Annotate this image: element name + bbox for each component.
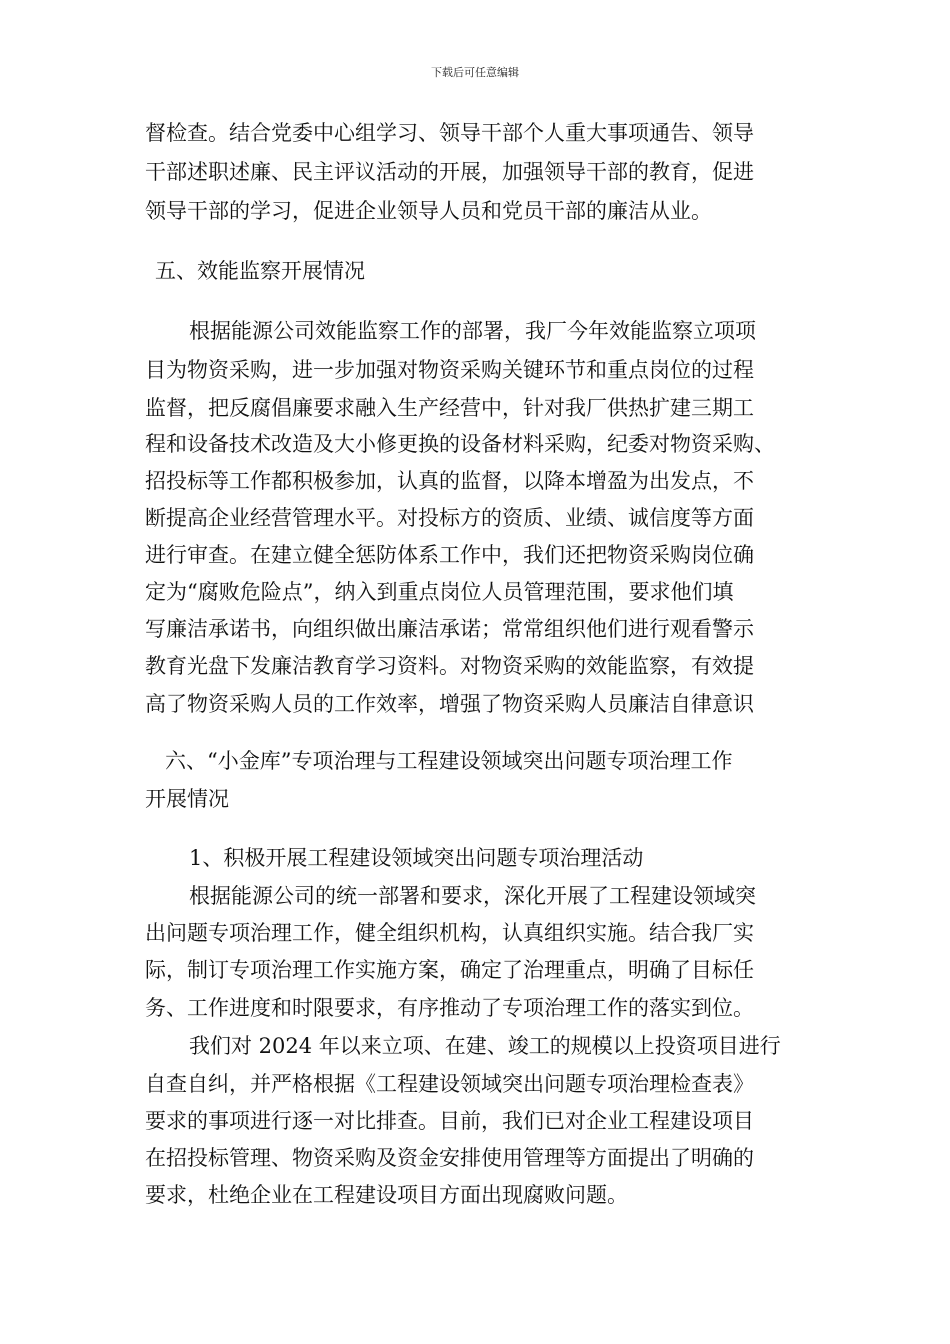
body-line: 程和设备技术改造及大小修更换的设备材料采购，纪委对物资采购、 [145,432,775,456]
section-heading: 六、“小金库”专项治理与工程建设领域突出问题专项治理工作 [165,749,733,773]
body-line: 要求的事项进行逐一对比排查。目前，我们已对企业工程建设项目 [145,1109,754,1133]
body-line: 要求，杜绝企业在工程建设项目方面出现腐败问题。 [145,1183,628,1207]
body-line: 我们对 2024 年以来立项、在建、竣工的规模以上投资项目进行 [189,1034,781,1058]
body-line: 出问题专项治理工作，健全组织机构，认真组织实施。结合我厂实 [145,921,754,945]
body-line: 在招投标管理、物资采购及资金安排使用管理等方面提出了明确的 [145,1146,754,1170]
body-line: 干部述职述廉、民主评议活动的开展，加强领导干部的教育，促进 [145,160,754,184]
body-line: 招投标等工作都积极参加，认真的监督，以降本增盈为出发点，不 [145,469,754,493]
section-heading: 五、效能监察开展情况 [155,259,365,283]
body-line: 监督，把反腐倡廉要求融入生产经营中，针对我厂供热扩建三期工 [145,396,754,420]
body-line: 教育光盘下发廉洁教育学习资料。对物资采购的效能监察，有效提 [145,654,754,678]
subsection-heading: 1、积极开展工程建设领域突出问题专项治理活动 [189,846,644,870]
body-line: 自查自纠，并严格根据《工程建设领域突出问题专项治理检查表》 [145,1072,754,1096]
body-line: 高了物资采购人员的工作效率，增强了物资采购人员廉洁自律意识 [145,692,754,716]
body-line: 目为物资采购，进一步加强对物资采购关键环节和重点岗位的过程 [145,358,754,382]
body-line: 务、工作进度和时限要求，有序推动了专项治理工作的落实到位。 [145,996,754,1020]
body-line: 写廉洁承诺书，向组织做出廉洁承诺；常常组织他们进行观看警示 [145,617,754,641]
section-heading-continued: 开展情况 [145,787,229,811]
body-line: 际，制订专项治理工作实施方案，确定了治理重点，明确了目标任 [145,958,754,982]
body-line: 定为“腐败危险点”，纳入到重点岗位人员管理范围，要求他们填 [145,580,734,604]
body-line: 领导干部的学习，促进企业领导人员和党员干部的廉洁从业。 [145,199,712,223]
page-header: 下载后可任意编辑 [431,66,519,79]
body-line: 断提高企业经营管理水平。对投标方的资质、业绩、诚信度等方面 [145,506,754,530]
body-line: 根据能源公司的统一部署和要求，深化开展了工程建设领域突 [189,884,756,908]
body-line: 进行审查。在建立健全惩防体系工作中，我们还把物资采购岗位确 [145,543,754,567]
body-line: 根据能源公司效能监察工作的部署，我厂今年效能监察立项项 [189,319,756,343]
body-line: 督检查。结合党委中心组学习、领导干部个人重大事项通告、领导 [145,121,754,145]
